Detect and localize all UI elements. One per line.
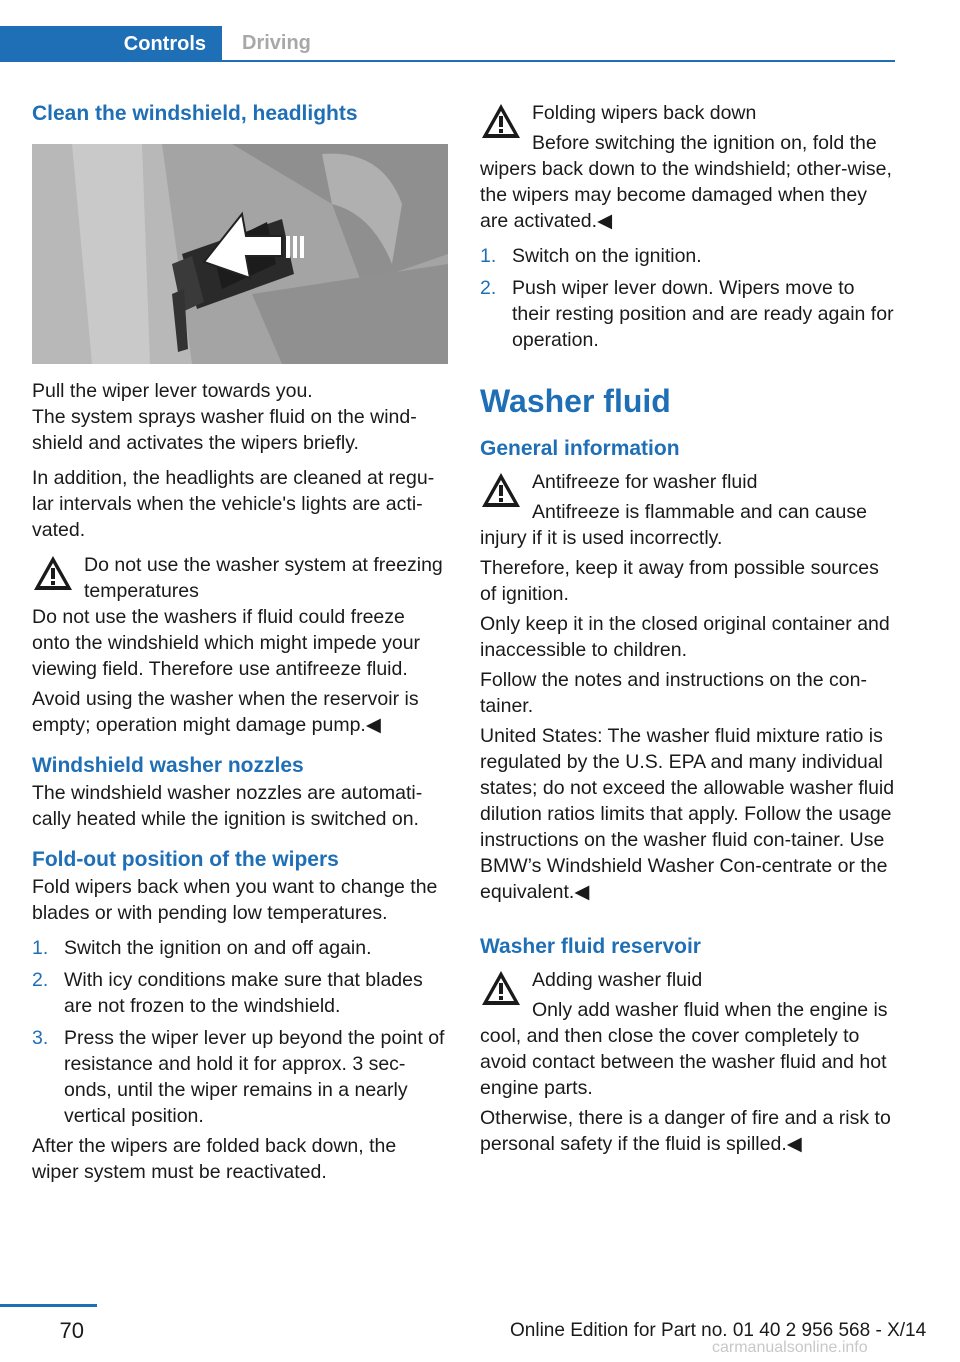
warning-block <box>480 469 896 551</box>
heading-clean-windshield: Clean the windshield, headlights <box>32 102 358 125</box>
heading-washer-fluid: Washer fluid <box>480 383 671 419</box>
paragraph: In addition, the headlights are cleaned at regu‐lar intervals when the vehicle's lights are acti‐vated. <box>32 467 435 541</box>
list-item <box>32 967 448 1019</box>
step-text: Switch on the ignition. <box>512 245 702 267</box>
edition-text: Online Edition for Part no. 01 40 2 956 568 - X/14 <box>510 1320 927 1341</box>
heading-washer-fluid-reservoir: Washer fluid reservoir <box>480 935 701 958</box>
step-text: With icy conditions make sure that blades are not frozen to the windshield. <box>64 969 423 1017</box>
warning-text: Avoid using the washer when the reservoir is empty; operation might damage pump.◀ <box>32 688 419 736</box>
paragraph: After the wipers are folded back down, the wiper system must be reactivated. <box>32 1135 397 1183</box>
warning-icon <box>480 471 522 509</box>
warning-block <box>32 552 448 738</box>
step-number: 1. <box>480 245 497 267</box>
header-rule <box>0 60 895 62</box>
right-column <box>480 100 896 1157</box>
warning-block <box>480 967 896 1101</box>
heading-washer-nozzles: Windshield washer nozzles <box>32 754 304 777</box>
tab-driving[interactable]: Driving <box>242 32 311 54</box>
paragraph: Otherwise, there is a danger of fire and a risk to personal safety if the fluid is spilled.◀ <box>480 1107 891 1155</box>
step-number: 2. <box>480 277 497 299</box>
step-text: Press the wiper lever up beyond the point of resistance and hold it for approx. 3 sec‐onds, until the wiper remains in a nearly vertical position. <box>64 1027 445 1127</box>
paragraph: Therefore, keep it away from possible sources of ignition. <box>480 557 879 605</box>
heading-general-information: General information <box>480 437 680 460</box>
paragraph: Fold wipers back when you want to change the blades or with pending low temperatures. <box>32 876 438 924</box>
page-header <box>0 26 895 62</box>
list-item <box>480 275 896 353</box>
list-item <box>32 935 448 961</box>
warning-icon <box>480 969 522 1007</box>
step-number: 3. <box>32 1027 49 1049</box>
warning-title: Do not use the washer system at freezing temperatures <box>84 554 443 602</box>
paragraph: Follow the notes and instructions on the con‐tainer. <box>480 669 867 717</box>
warning-text: Before switching the ignition on, fold the wipers back down to the windshield; other‐wise, the wipers may become damaged when they are activated.◀ <box>480 132 892 232</box>
step-number: 2. <box>32 969 49 991</box>
step-text: Switch the ignition on and off again. <box>64 937 372 959</box>
page-number: 70 <box>59 1318 84 1343</box>
warning-block <box>480 100 896 234</box>
paragraph: The system sprays washer fluid on the wind‐shield and activates the wipers briefly. <box>32 406 417 454</box>
steps-list <box>32 935 448 1129</box>
left-column <box>32 100 448 1185</box>
list-item <box>32 1025 448 1129</box>
paragraph: Pull the wiper lever towards you. <box>32 380 313 402</box>
steps-list <box>480 243 896 353</box>
warning-text: Antifreeze is flammable and can cause injury if it is used incorrectly. <box>480 501 867 549</box>
step-number: 1. <box>32 937 49 959</box>
footer-rule <box>0 1304 97 1307</box>
paragraph: The windshield washer nozzles are automati‐cally heated while the ignition is switched on. <box>32 782 423 830</box>
list-item <box>480 243 896 269</box>
warning-icon <box>480 102 522 140</box>
warning-title: Antifreeze for washer fluid <box>532 471 758 493</box>
warning-icon <box>32 554 74 592</box>
warning-title: Adding washer fluid <box>532 969 703 991</box>
step-text: Push wiper lever down. Wipers move to their resting position and are ready again for operation. <box>512 277 894 351</box>
warning-title: Folding wipers back down <box>532 102 757 124</box>
wiper-lever-illustration <box>32 144 448 364</box>
paragraph: Only keep it in the closed original container and inaccessible to children. <box>480 613 890 661</box>
heading-fold-out-position: Fold-out position of the wipers <box>32 848 339 871</box>
watermark: carmanualsonline.info <box>712 1339 868 1356</box>
paragraph: United States: The washer fluid mixture ratio is regulated by the U.S. EPA and many individual states; do not exceed the allowable washer fluid dilution ratios limits that apply. Follow the usage instructions on the washer fluid con‐tainer. Use BMW’s Windshield Washer Con‐centrate or the equivalent.◀ <box>480 725 895 903</box>
warning-text: Do not use the washers if fluid could freeze onto the windshield which might impede your viewing field. Therefore use antifreeze fluid. <box>32 606 421 680</box>
warning-text: Only add washer fluid when the engine is cool, and then close the cover completely to avoid contact between the washer fluid and hot engine parts. <box>480 999 888 1099</box>
tab-controls[interactable]: Controls <box>0 26 222 62</box>
